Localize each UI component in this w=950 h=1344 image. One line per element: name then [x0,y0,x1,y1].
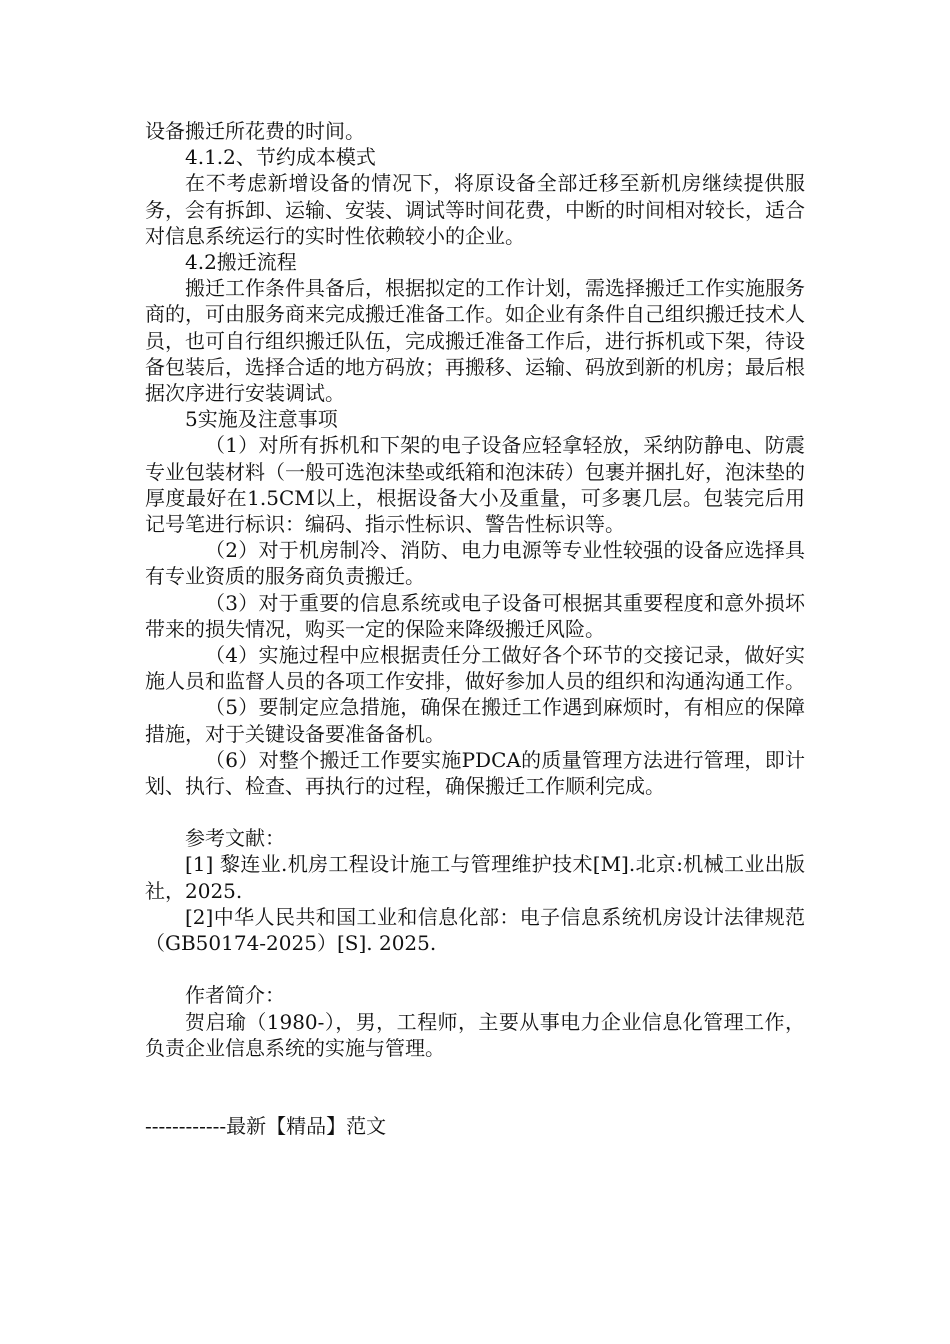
spacer [145,799,805,825]
reference-item: [1] 黎连业.机房工程设计施工与管理维护技术[M].北京:机械工业出版社，2025. [145,852,805,903]
body-paragraph: 在不考虑新增设备的情况下，将原设备全部迁移至新机房继续提供服务，会有拆卸、运输、安装、调试等时间花费，中断的时间相对较长，适合对信息系统运行的实时性依赖较小的企业。 [145,171,805,248]
list-item-2: （2）对于机房制冷、消防、电力电源等专业性较强的设备应选择具有专业资质的服务商负责搬迁。 [145,538,805,589]
references-heading: 参考文献： [185,826,285,851]
document-page [145,118,805,1139]
section-heading-4-1-2: 4.1.2、节约成本模式 [185,145,376,170]
spacer [145,956,805,982]
list-item-3: （3）对于重要的信息系统或电子设备可根据其重要程度和意外损坏带来的损失情况，购买一定的保险来降级搬迁风险。 [145,590,805,641]
spacer [145,1061,805,1113]
list-item-1: （1）对所有拆机和下架的电子设备应轻拿轻放，采纳防静电、防震专业包装材料（一般可选泡沫垫或纸箱和泡沫砖）包裹并捆扎好，泡沫垫的厚度最好在1.5CM以上，根据设备大小及重量，可多裹几层。包装完后用记号笔进行标识：编码、指示性标识、警告性标识等。 [145,433,805,537]
list-item-4: （4）实施过程中应根据责任分工做好各个环节的交接记录，做好实施人员和监督人员的各项工作安排，做好参加人员的组织和沟通沟通工作。 [145,643,805,694]
body-paragraph: 设备搬迁所花费的时间。 [145,119,365,143]
body-paragraph: 搬迁工作条件具备后，根据拟定的工作计划，需选择搬迁工作实施服务商的，可由服务商来完成搬迁准备工作。如企业有条件自己组织搬迁技术人员，也可自行组织搬迁队伍，完成搬迁准备工作后，进行拆机或下架，待设备包装后，选择合适的地方码放；再搬移、运输、码放到新的机房；最后根据次序进行安装调试。 [145,276,805,406]
section-heading-4-2: 4.2搬迁流程 [185,250,297,275]
footer-banner: ------------最新【精品】范文 [145,1113,387,1138]
reference-item: [2]中华人民共和国工业和信息化部：电子信息系统机房设计法律规范（GB50174-2025）[S]. 2025. [145,904,805,956]
author-heading: 作者简介： [185,983,285,1008]
list-item-5: （5）要制定应急措施，确保在搬迁工作遇到麻烦时，有相应的保障措施，对于关键设备要准备备机。 [145,695,805,746]
list-item-6: （6）对整个搬迁工作要实施PDCA的质量管理方法进行管理，即计划、执行、检查、再执行的过程，确保搬迁工作顺利完成。 [145,747,805,799]
author-bio: 贺启瑜（1980-），男，工程师，主要从事电力企业信息化管理工作，负责企业信息系统的实施与管理。 [145,1009,805,1060]
section-heading-5: 5实施及注意事项 [185,407,338,432]
